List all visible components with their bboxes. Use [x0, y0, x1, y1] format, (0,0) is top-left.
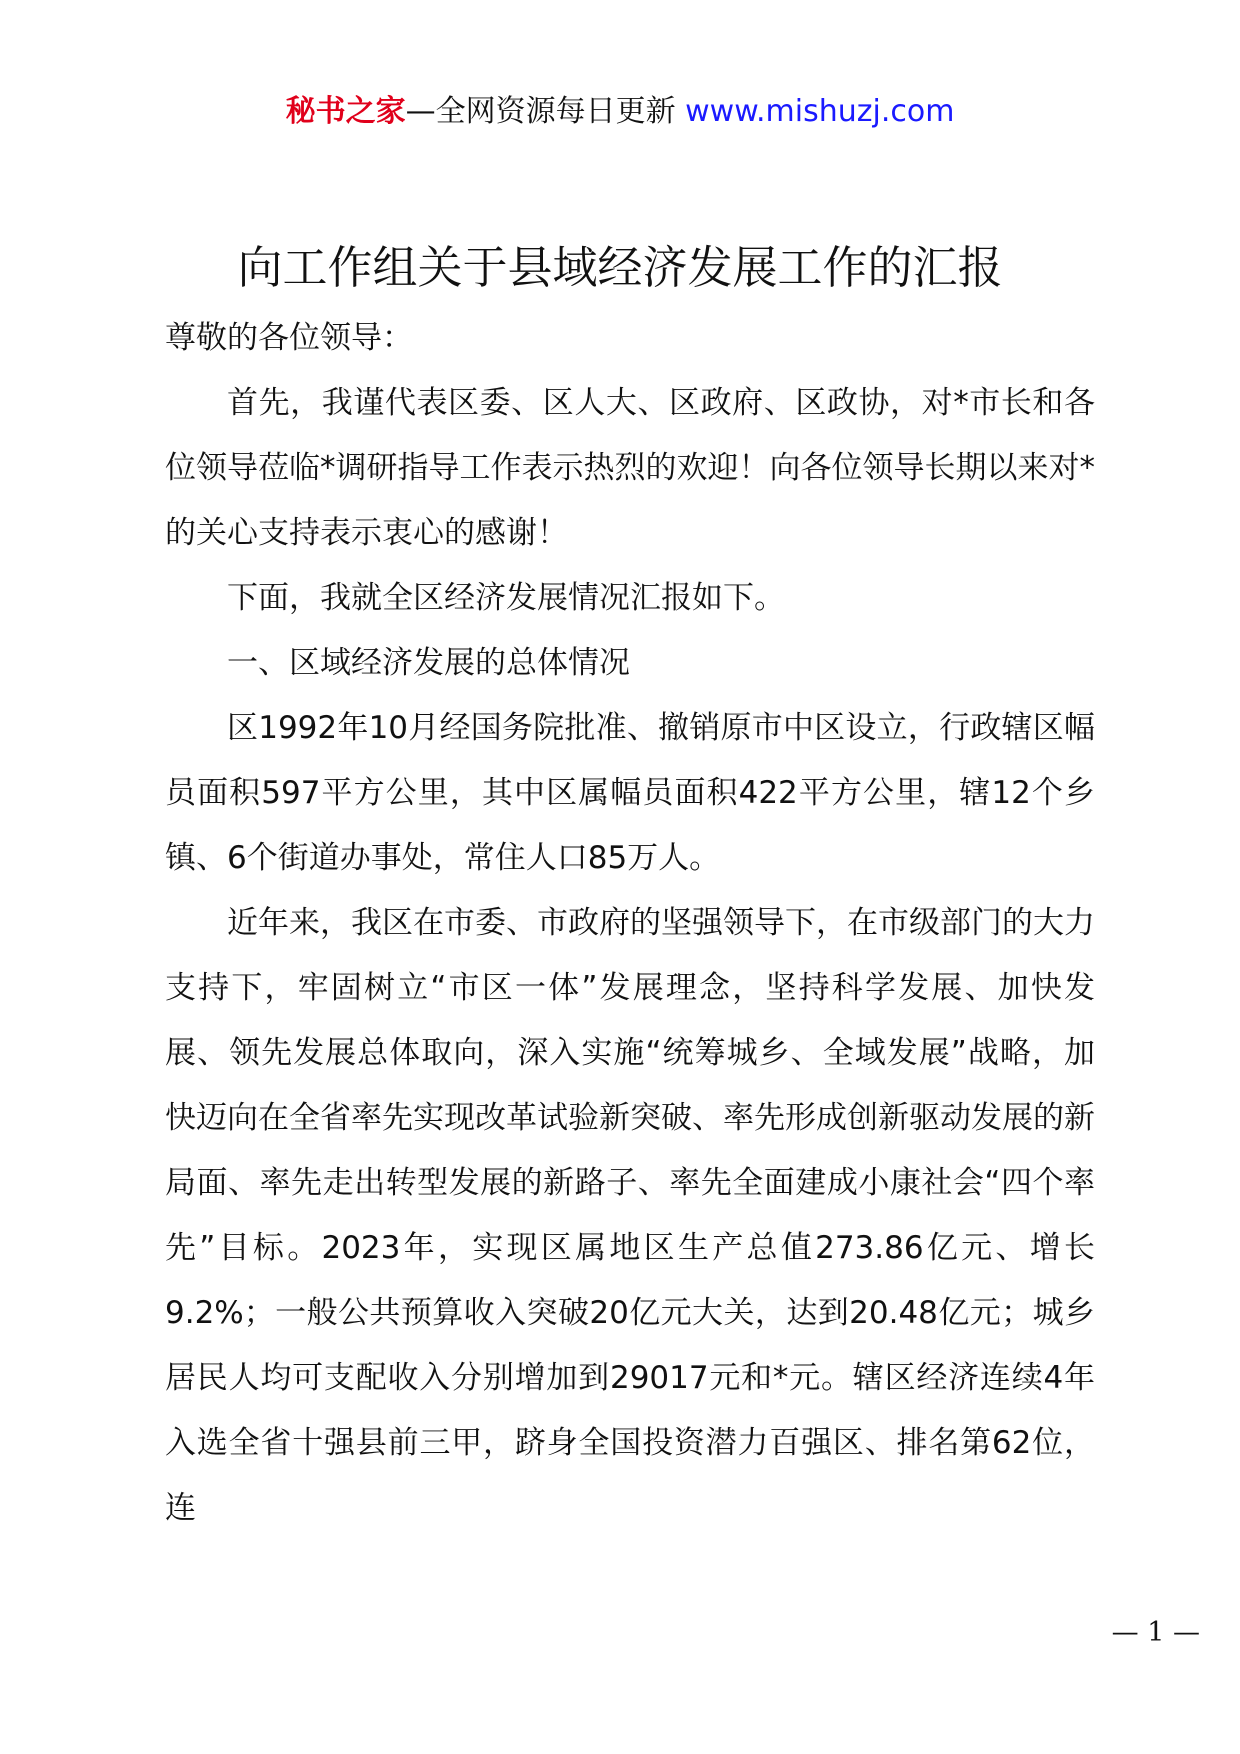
- brand-name: 秘书之家: [285, 94, 406, 129]
- site-url-link[interactable]: www.mishuzj.com: [685, 94, 955, 129]
- paragraph-overview: 区1992年10月经国务院批准、撤销原市中区设立，行政辖区幅员面积597平方公里，其中区属幅员面积422平方公里，辖12个乡镇、6个街道办事处，常住人口85万人。: [165, 710, 1095, 876]
- paragraph-welcome: 首先，我谨代表区委、区人大、区政府、区政协，对*市长和各位领导莅临*调研指导工作表示热烈的欢迎！向各位领导长期以来对*的关心支持表示衷心的感谢！: [165, 385, 1095, 551]
- document-body: [165, 306, 1095, 1541]
- paragraph-development: 近年来，我区在市委、市政府的坚强领导下，在市级部门的大力支持下，牢固树立“市区一体”发展理念，坚持科学发展、加快发展、领先发展总体取向，深入实施“统筹城乡、全域发展”战略，加快迈向在全省率先实现改革试验新突破、率先形成创新驱动发展的新局面、率先走出转型发展的新路子、率先全面建成小康社会“四个率先”目标。2023年，实现区属地区生产总值273.86亿元、增长9.2%；一般公共预算收入突破20亿元大关，达到20.48亿元；城乡居民人均可支配收入分别增加到29017元和*元。辖区经济连续4年入选全省十强县前三甲，跻身全国投资潜力百强区、排名第62位，连: [165, 905, 1095, 1526]
- document-title: 向工作组关于县域经济发展工作的汇报: [237, 241, 1003, 294]
- header-tagline: —全网资源每日更新: [405, 94, 676, 129]
- page-number: — 1 —: [1111, 1617, 1200, 1648]
- site-header: [0, 92, 1240, 132]
- section-heading: 一、区域经济发展的总体情况: [227, 645, 630, 681]
- paragraph-intro: 下面，我就全区经济发展情况汇报如下。: [227, 580, 785, 616]
- salutation: 尊敬的各位领导：: [165, 320, 413, 356]
